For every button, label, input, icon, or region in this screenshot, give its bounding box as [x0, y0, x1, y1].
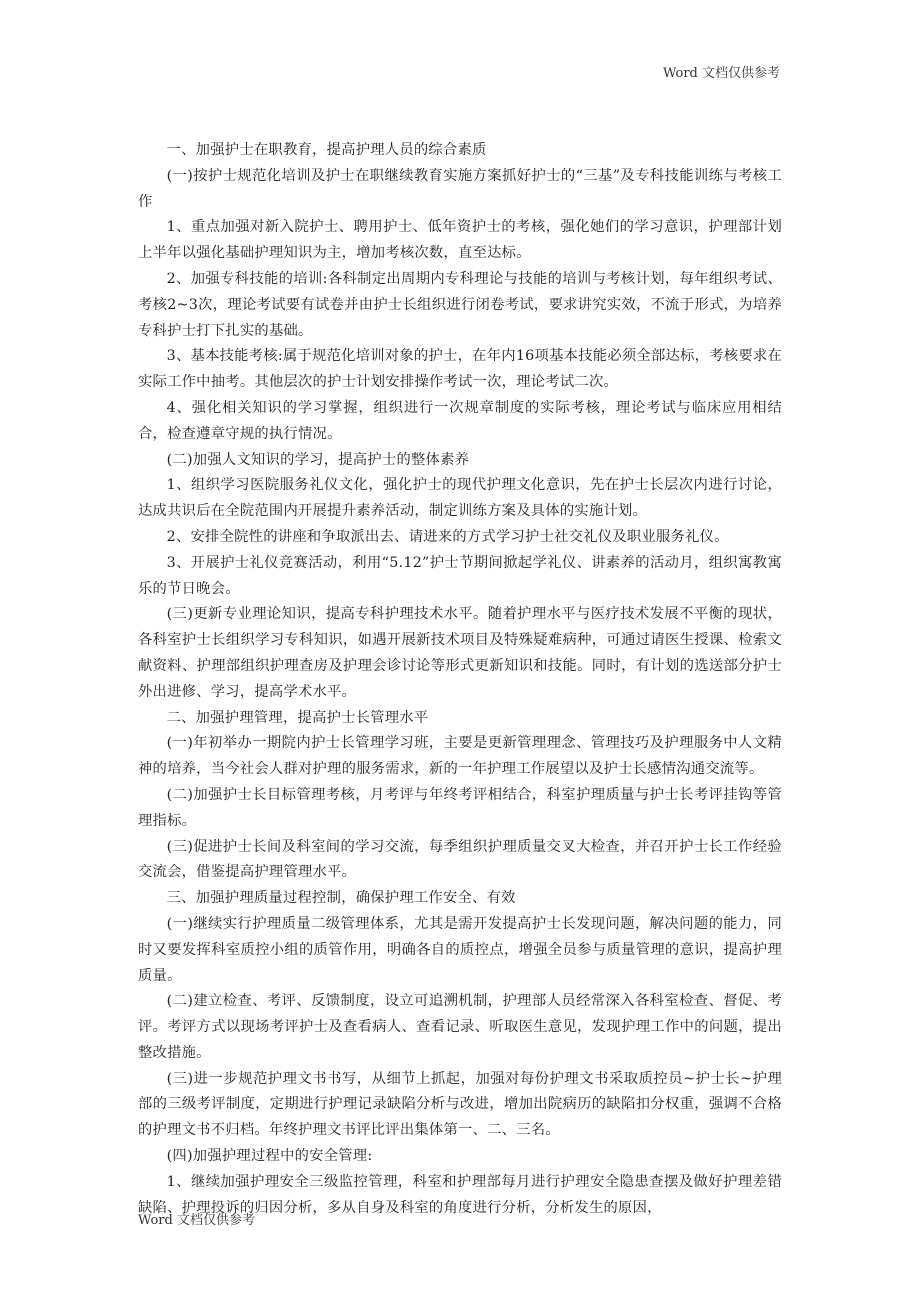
paragraph: (一)年初举办一期院内护士长管理学习班，主要是更新管理理念、管理技巧及护理服务中人文精神的培养，当今社会人群对护理的服务需求，新的一年护理工作展望以及护士长感情沟通交流等。 — [138, 735, 782, 778]
section-heading-3: 三、加强护理质量过程控制，确保护理工作安全、有效 — [166, 890, 516, 907]
paragraph: 1、继续加强护理安全三级监控管理，科室和护理部每月进行护理安全隐患查摆及做好护理差错缺陷、护理投诉的归因分析，多从自身及科室的角度进行分析，分析发生的原因， — [138, 1173, 782, 1216]
paragraph: (三)促进护士长间及科室间的学习交流，每季组织护理质量交叉大检查，并召开护士长工作经验交流会，借鉴提高护理管理水平。 — [138, 838, 782, 881]
paragraph: 2、加强专科技能的培训:各科制定出周期内专科理论与技能的培训与考核计划，每年组织考试、考核2~3次，理论考试要有试卷并由护士长组织进行闭卷考试，要求讲究实效，不流于形式，为培养专科护士打下扎实的基础。 — [138, 270, 782, 339]
document-body — [138, 138, 782, 1221]
paragraph: (二)建立检查、考评、反馈制度，设立可追溯机制，护理部人员经常深入各科室检查、督促、考评。考评方式以现场考评护士及查看病人、查看记录、听取医生意见，发现护理工作中的问题，提出整改措施。 — [138, 993, 782, 1061]
paragraph: 1、重点加强对新入院护士、聘用护士、低年资护士的考核，强化她们的学习意识，护理部计划上半年以强化基础护理知识为主，增加考核次数，直至达标。 — [138, 219, 782, 262]
page-footer: Word 文档仅供参考 — [138, 1213, 255, 1228]
paragraph: 1、组织学习医院服务礼仪文化，强化护士的现代护理文化意识，先在护士长层次内进行讨论，达成共识后在全院范围内开展提升素养活动，制定训练方案及具体的实施计划。 — [138, 477, 782, 520]
paragraph: 2、安排全院性的讲座和争取派出去、请进来的方式学习护士社交礼仪及职业服务礼仪。 — [166, 528, 729, 545]
section-heading-2: 二、加强护理管理，提高护士长管理水平 — [166, 709, 429, 726]
paragraph: 4、强化相关知识的学习掌握，组织进行一次规章制度的实际考核，理论考试与临床应用相结合，检查遵章守规的执行情况。 — [138, 399, 782, 442]
paragraph: (二)加强护士长目标管理考核，月考评与年终考评相结合，科室护理质量与护士长考评挂钩等管理指标。 — [138, 786, 782, 829]
paragraph: 3、开展护士礼仪竞赛活动，利用“5.12”护士节期间掀起学礼仪、讲素养的活动月，组织寓教寓乐的节日晚会。 — [138, 554, 782, 597]
paragraph: (三)更新专业理论知识，提高专科护理技术水平。随着护理水平与医疗技术发展不平衡的现状，各科室护士长组织学习专科知识，如遇开展新技术项目及特殊疑难病种，可通过请医生授课、检索文献资料、护理部组织护理查房及护理会诊讨论等形式更新知识和技能。同时，有计划的选送部分护士外出进修、学习，提高学术水平。 — [138, 606, 782, 700]
subsection-heading: (二)加强人文知识的学习，提高护士的整体素养 — [166, 451, 470, 468]
section-heading-1: 一、加强护士在职教育，提高护理人员的综合素质 — [166, 142, 487, 158]
subsection-heading: (一)按护士规范化培训及护士在职继续教育实施方案抓好护士的“三基”及专科技能训练与考核工作 — [138, 167, 782, 210]
paragraph: (三)进一步规范护理文书书写，从细节上抓起，加强对每份护理文书采取质控员~护士长~护理部的三级考评制度，定期进行护理记录缺陷分析与改进，增加出院病历的缺陷扣分权重，强调不合格的护理文书不归档。年终护理文书评比评出集体第一、二、三名。 — [138, 1070, 782, 1139]
subsection-heading: (四)加强护理过程中的安全管理: — [166, 1148, 373, 1165]
paragraph: 3、基本技能考核:属于规范化培训对象的护士，在年内16项基本技能必须全部达标，考核要求在实际工作中抽考。其他层次的护士计划安排操作考试一次，理论考试二次。 — [138, 348, 782, 391]
paragraph: (一)继续实行护理质量二级管理体系，尤其是需开发提高护士长发现问题，解决问题的能力，同时又要发挥科室质控小组的质管作用，明确各自的质控点，增强全员参与质量管理的意识，提高护理质量。 — [138, 915, 782, 984]
page-header: Word 文档仅供参考 — [663, 66, 780, 81]
